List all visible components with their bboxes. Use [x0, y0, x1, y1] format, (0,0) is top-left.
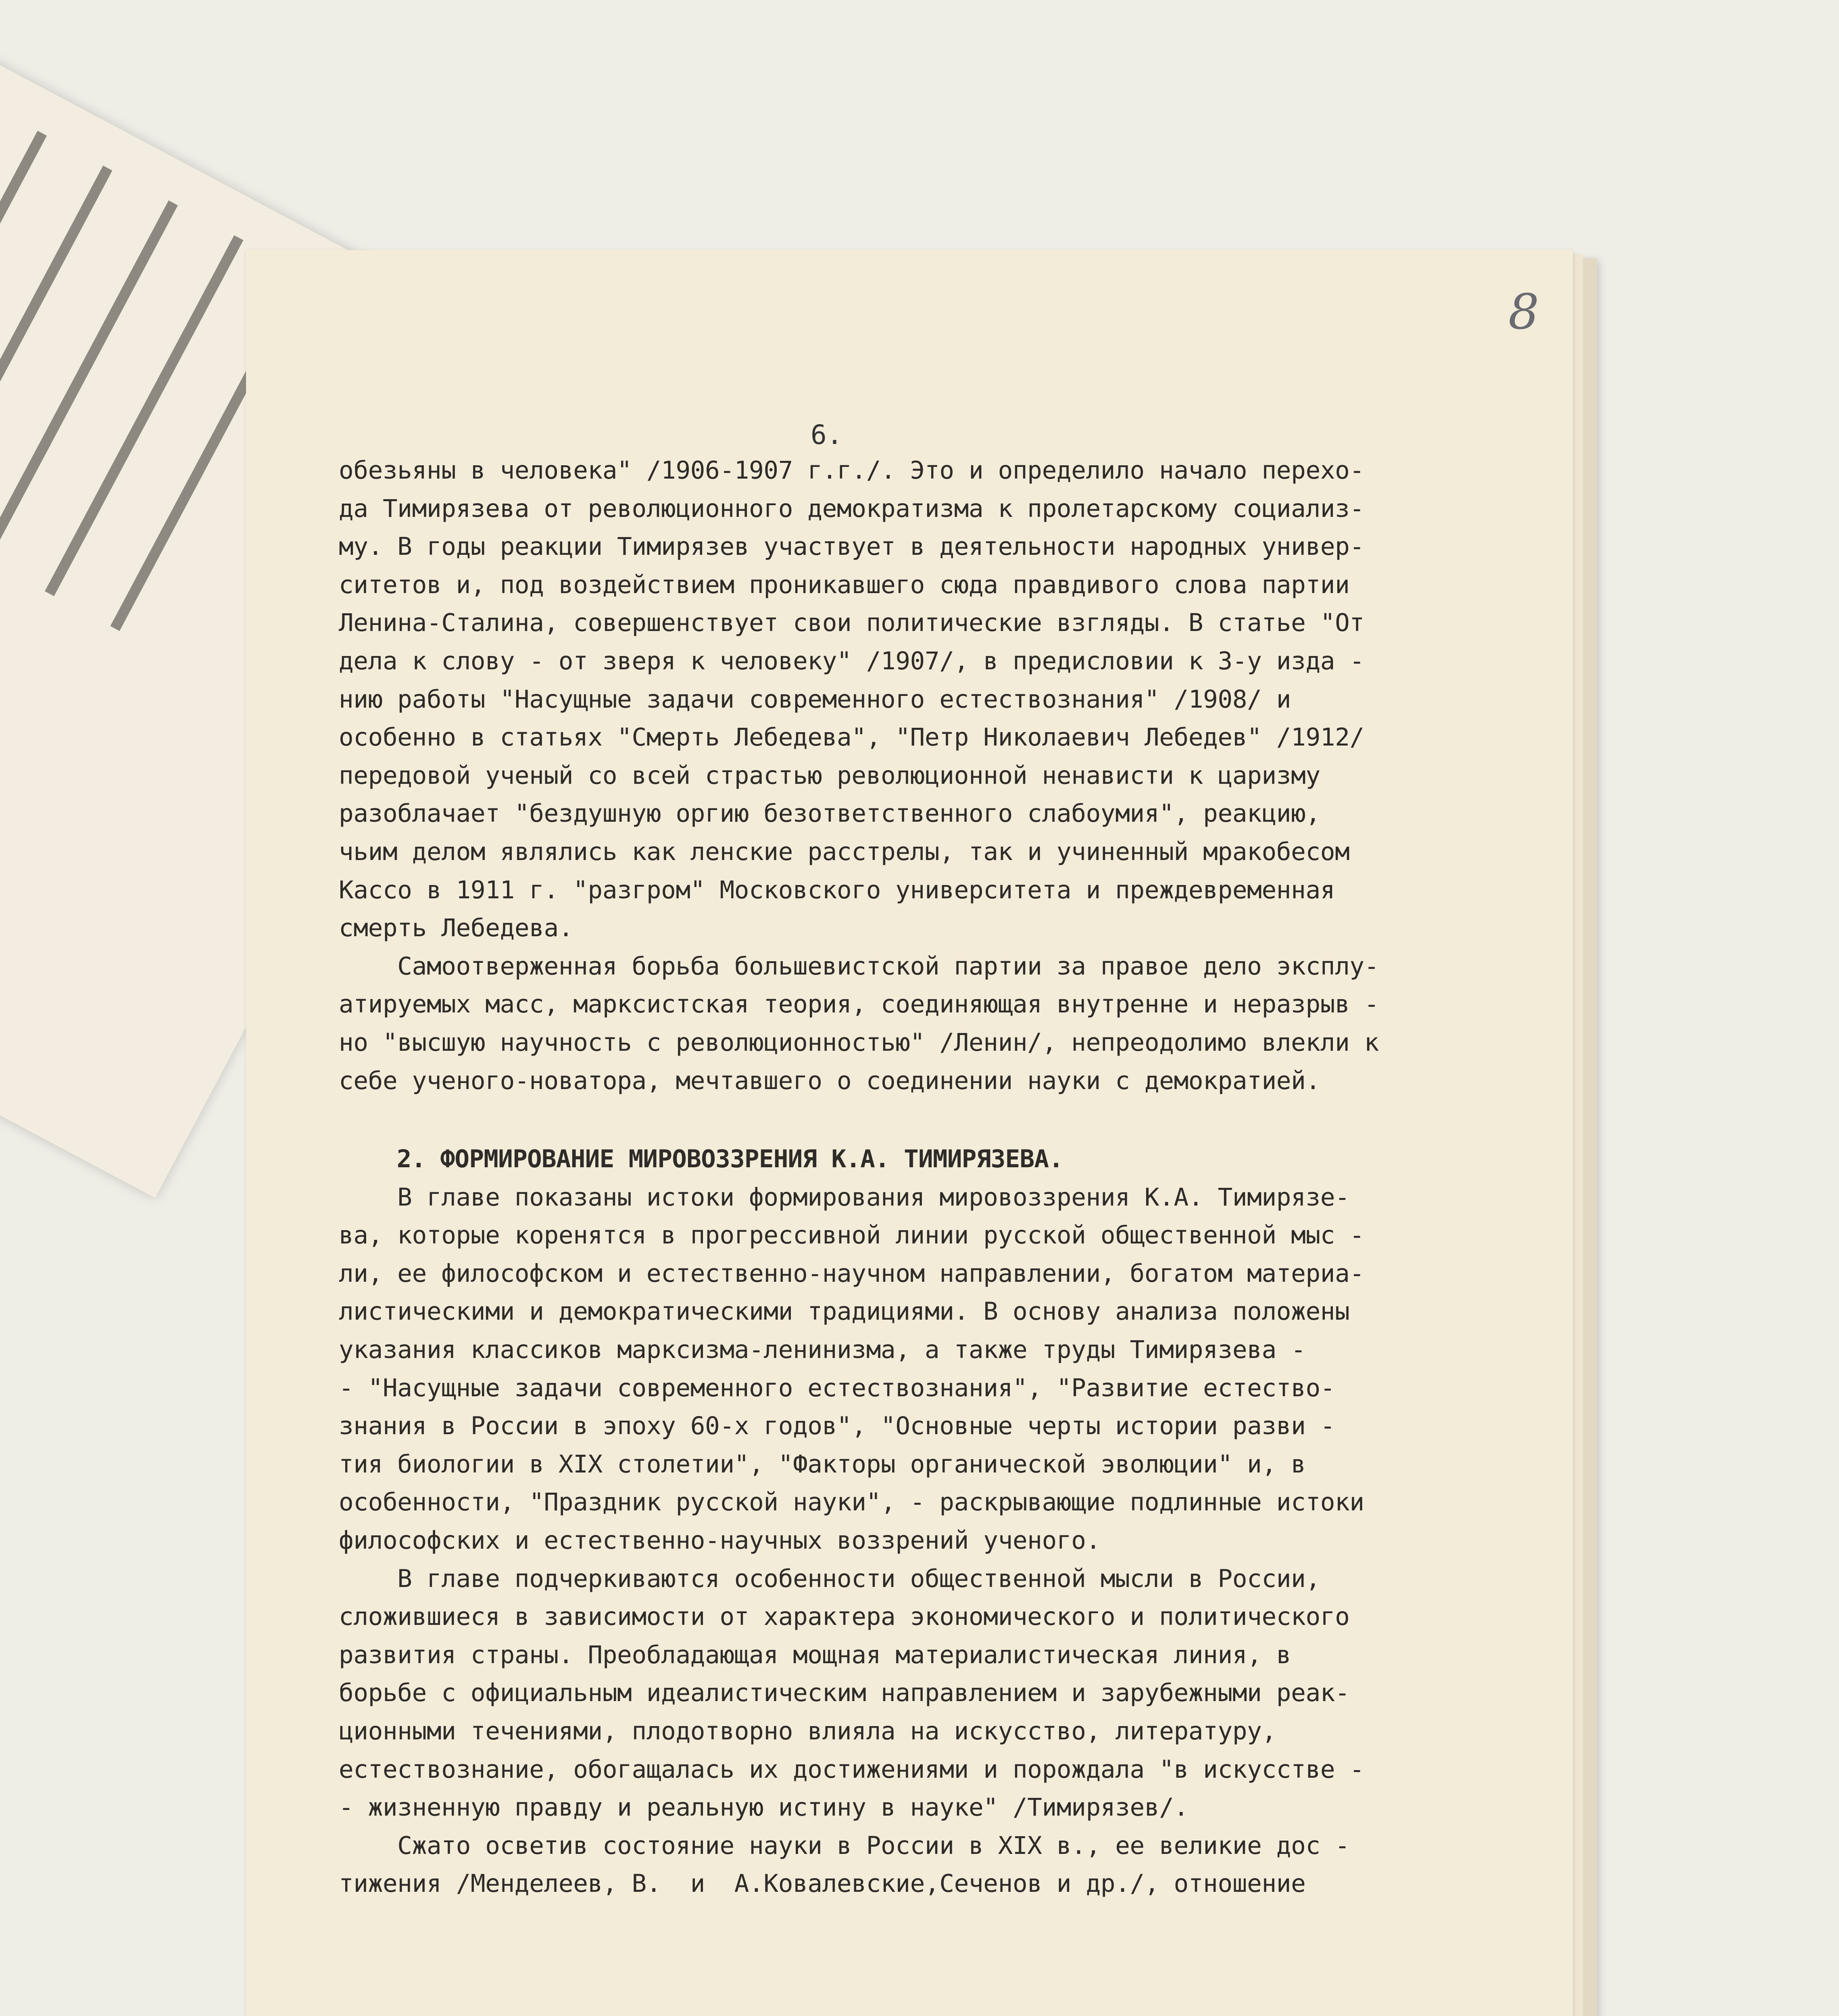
- text-line: дела к слову - от зверя к человеку" /1907/, в предисловии к 3-у изда -: [339, 646, 1364, 675]
- text-line: философских и естественно-научных воззрений ученого.: [339, 1526, 1101, 1555]
- text-line: тижения /Менделеев, В. и А.Ковалевские,Сеченов и др./, отношение: [339, 1869, 1306, 1898]
- text-line: разоблачает "бездушную оргию безответственного слабоумия", реакцию,: [339, 799, 1320, 828]
- text-line: атируемых масс, марксистская теория, соединяющая внутренне и неразрыв -: [339, 990, 1379, 1019]
- paragraphs-before-heading: [339, 452, 1569, 1100]
- text-line: ва, которые коренятся в прогрессивной линии русской общественной мыс -: [339, 1221, 1364, 1250]
- paragraph: [339, 1179, 1569, 1560]
- text-line: обезьяны в человека" /1906-1907 г.г./. Это и определило начало перехо-: [339, 456, 1364, 485]
- text-line: да Тимирязева от революционного демократизма к пролетарскому социализ-: [339, 494, 1364, 523]
- text-line: ционными течениями, плодотворно влияла на искусство, литературу,: [339, 1717, 1276, 1745]
- text-line: себе ученого-новатора, мечтавшего о соединении науки с демократией.: [339, 1066, 1320, 1095]
- typed-page: [246, 250, 1573, 2016]
- text-line: сложившиеся в зависимости от характера экономического и политического: [339, 1602, 1350, 1631]
- paragraph: [339, 1560, 1569, 1827]
- text-line: - жизненную правду и реальную истину в науке" /Тимирязев/.: [339, 1793, 1188, 1822]
- paragraph: [339, 948, 1569, 1100]
- text-line: В главе показаны истоки формирования мировоззрения К.А. Тимирязе-: [339, 1183, 1350, 1212]
- text-line: В главе подчеркиваются особенности общественной мысли в России,: [339, 1564, 1320, 1593]
- text-line: знания в России в эпоху 60-х годов", "Основные черты истории разви -: [339, 1412, 1335, 1441]
- text-line: листическими и демократическими традициями. В основу анализа положены: [339, 1297, 1350, 1326]
- text-line: смерть Лебедева.: [339, 914, 573, 943]
- text-line: нию работы "Насущные задачи современного естествознания" /1908/ и: [339, 685, 1291, 714]
- section-heading: 2. ФОРМИРОВАНИЕ МИРОВОЗЗРЕНИЯ К.А. ТИМИРЯЗЕВА.: [339, 1145, 1063, 1174]
- text-line: Сжато осветив состояние науки в России в XIX в., ее великие дос -: [339, 1831, 1350, 1860]
- text-line: особенности, "Праздник русской науки", - раскрывающие подлинные истоки: [339, 1488, 1364, 1517]
- text-line: Ленина-Сталина, совершенствует свои политические взгляды. В статье "От: [339, 608, 1364, 637]
- bleed-through-text: [0, 0, 251, 600]
- text-line: развития страны. Преобладающая мощная материалистическая линия, в: [339, 1640, 1291, 1669]
- paragraph: [339, 452, 1569, 948]
- text-line: но "высшую научность с революционностью" /Ленин/, непреодолимо влекли к: [339, 1028, 1379, 1057]
- text-line: чьим делом являлись как ленские расстрелы, так и учиненный мракобесом: [339, 837, 1350, 866]
- paragraph: [339, 1827, 1569, 1903]
- text-line: указания классиков марксизма-ленинизма, а также труды Тимирязева -: [339, 1335, 1306, 1364]
- text-line: передовой ученый со всей страстью революционной ненависти к царизму: [339, 761, 1320, 790]
- text-line: ситетов и, под воздействием проникавшего сюда правдивого слова партии: [339, 570, 1350, 599]
- text-line: борьбе с официальным идеалистическим направлением и зарубежными реак-: [339, 1679, 1350, 1708]
- paragraphs-after-heading: [339, 1179, 1569, 1903]
- text-line: - "Насущные задачи современного естествознания", "Развитие естество-: [339, 1373, 1335, 1402]
- text-line: тия биологии в XIX столетии", "Факторы органической эволюции" и, в: [339, 1450, 1306, 1479]
- text-line: Кассо в 1911 г. "разгром" Московского университета и преждевременная: [339, 875, 1335, 904]
- text-line: естествознание, обогащалась их достижениями и порождала "в искусстве -: [339, 1755, 1364, 1784]
- text-line: му. В годы реакции Тимирязев участвует в деятельности народных универ-: [339, 532, 1364, 561]
- page-number: 6.: [811, 419, 843, 450]
- text-line: Самоотверженная борьба большевистской партии за правое дело эксплу-: [339, 952, 1379, 981]
- folio-number: 8: [1508, 284, 1539, 340]
- body-text: [339, 452, 1569, 1903]
- text-line: ли, ее философском и естественно-научном направлении, богатом материа-: [339, 1259, 1364, 1288]
- text-line: особенно в статьях "Смерть Лебедева", "Петр Николаевич Лебедев" /1912/: [339, 723, 1364, 752]
